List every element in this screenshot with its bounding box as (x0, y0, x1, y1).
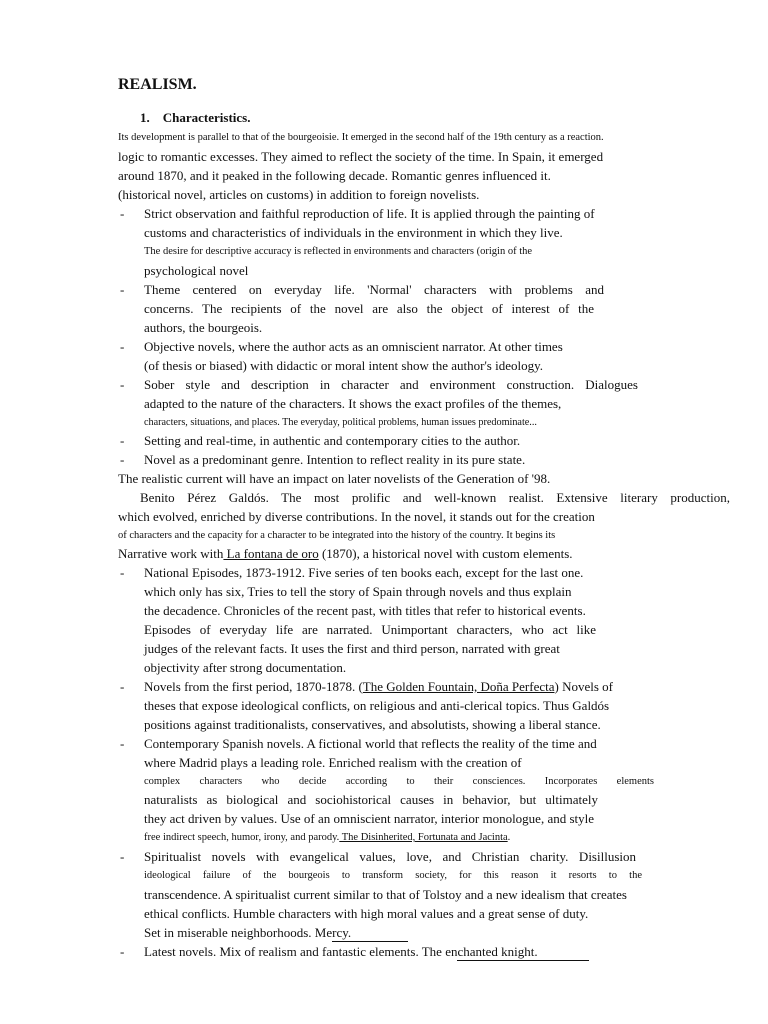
underline-blank: rcy. (332, 924, 408, 942)
underline-blank: chanted knight. (457, 943, 589, 961)
list-item-line: National Episodes, 1873-1912. Five series of ten books each, except for the last one. (144, 565, 584, 580)
bullet-dash: - (120, 282, 125, 297)
bullet-dash: - (120, 679, 125, 694)
bullet-dash: - (120, 452, 125, 467)
paragraph-line: Its development is parallel to that of the bourgeoisie. It emerged in the second half of the 19th century as a reaction. (118, 132, 604, 143)
list-item-line: the decadence. Chronicles of the recent past, with titles that refer to historical events. (144, 603, 586, 618)
list-item-line: Setting and real-time, in authentic and contemporary cities to the author. (144, 433, 521, 448)
list-item-line: Set in miserable neighborhoods. Mercy. (144, 924, 408, 942)
list-item-line: characters, situations, and places. The everyday, political problems, human issues predominate... (144, 417, 537, 428)
bullet-dash: - (120, 206, 125, 221)
book-title: La fontana de oro (223, 546, 319, 561)
list-item-line: ideological failure of the bourgeois to transform society, for this reason it resorts to the (144, 870, 642, 881)
list-item-line: Contemporary Spanish novels. A fictional world that reflects the reality of the time and (144, 736, 597, 751)
list-item-line: ethical conflicts. Humble characters with high moral values and a great sense of duty. (144, 906, 589, 921)
section-heading: 1. Characteristics. (140, 110, 251, 125)
list-item-line: concerns. The recipients of the novel are also the object of interest of the (144, 301, 594, 316)
list-item-line: The desire for descriptive accuracy is reflected in environments and characters (origin of the (144, 246, 533, 257)
bullet-dash: - (120, 377, 125, 392)
paragraph-line: Narrative work with La fontana de oro (1870), a historical novel with custom elements. (118, 546, 573, 561)
list-item-line: psychological novel (144, 263, 249, 278)
list-item-line: which only has six, Tries to tell the story of Spain through novels and thus explain (144, 584, 572, 599)
list-item-line: Theme centered on everyday life. 'Normal' characters with problems and (144, 282, 604, 297)
list-item-line: complex characters who decide according to their consciences. Incorporates elements (144, 776, 654, 787)
list-item-line: authors, the bourgeois. (144, 320, 263, 335)
list-item-line: where Madrid plays a leading role. Enriched realism with the creation of (144, 755, 522, 770)
list-item-line: free indirect speech, humor, irony, and parody. The Disinherited, Fortunata and Jacinta. (144, 832, 511, 843)
list-item-line: (of thesis or biased) with didactic or moral intent show the author's ideology. (144, 358, 543, 373)
paragraph-line: logic to romantic excesses. They aimed to reflect the society of the time. In Spain, it emerged (118, 149, 604, 164)
list-item-line: Novels from the first period, 1870-1878. (The Golden Fountain, Doña Perfecta) Novels of (144, 679, 613, 694)
bullet-dash: - (120, 565, 125, 580)
list-item-line: objectivity after strong documentation. (144, 660, 347, 675)
list-item-line: naturalists as biological and sociohistorical causes in behavior, but ultimately (144, 792, 598, 807)
list-item-line: Sober style and description in character and environment construction. Dialogues (144, 377, 638, 392)
list-item-line: Objective novels, where the author acts as an omniscient narrator. At other times (144, 339, 563, 354)
book-title: The Golden Fountain, Doña Perfecta (362, 679, 555, 694)
list-item-line: Strict observation and faithful reproduction of life. It is applied through the painting of (144, 206, 595, 221)
list-item-line: Novel as a predominant genre. Intention to reflect reality in its pure state. (144, 452, 526, 467)
list-item-line: judges of the relevant facts. It uses the first and third person, narrated with great (144, 641, 560, 656)
paragraph-line: of characters and the capacity for a character to be integrated into the history of the country. It begins its (118, 530, 556, 541)
bullet-dash: - (120, 339, 125, 354)
bullet-dash: - (120, 944, 125, 959)
list-item-line: they act driven by values. Use of an omniscient narrator, interior monologue, and style (144, 811, 595, 826)
list-item-line: Latest novels. Mix of realism and fantastic elements. The enchanted knight. (144, 943, 589, 961)
bullet-dash: - (120, 736, 125, 751)
page-title: REALISM. (118, 76, 197, 93)
paragraph-line: which evolved, enriched by diverse contributions. In the novel, it stands out for the creation (118, 509, 595, 524)
list-item-line: adapted to the nature of the characters. It shows the exact profiles of the themes, (144, 396, 562, 411)
list-item-line: theses that expose ideological conflicts, on religious and anti-clerical topics. Thus Galdós (144, 698, 610, 713)
list-item-line: customs and characteristics of individuals in the environment in which they live. (144, 225, 563, 240)
paragraph-line: (historical novel, articles on customs) in addition to foreign novelists. (118, 187, 480, 202)
paragraph-line: Benito Pérez Galdós. The most prolific and well-known realist. Extensive literary production, (140, 490, 730, 505)
paragraph-line: around 1870, and it peaked in the following decade. Romantic genres influenced it. (118, 168, 551, 183)
list-item-line: transcendence. A spiritualist current similar to that of Tolstoy and a new idealism that creates (144, 887, 627, 902)
bullet-dash: - (120, 433, 125, 448)
list-item-line: Episodes of everyday life are narrated. Unimportant characters, who act like (144, 622, 596, 637)
paragraph-line: The realistic current will have an impact on later novelists of the Generation of '98. (118, 471, 551, 486)
bullet-dash: - (120, 849, 125, 864)
list-item-line: positions against traditionalists, conservatives, and absolutists, showing a liberal stance. (144, 717, 601, 732)
list-item-line: Spiritualist novels with evangelical values, love, and Christian charity. Disillusion (144, 849, 636, 864)
book-title: The Disinherited, Fortunata and Jacinta (339, 832, 508, 843)
